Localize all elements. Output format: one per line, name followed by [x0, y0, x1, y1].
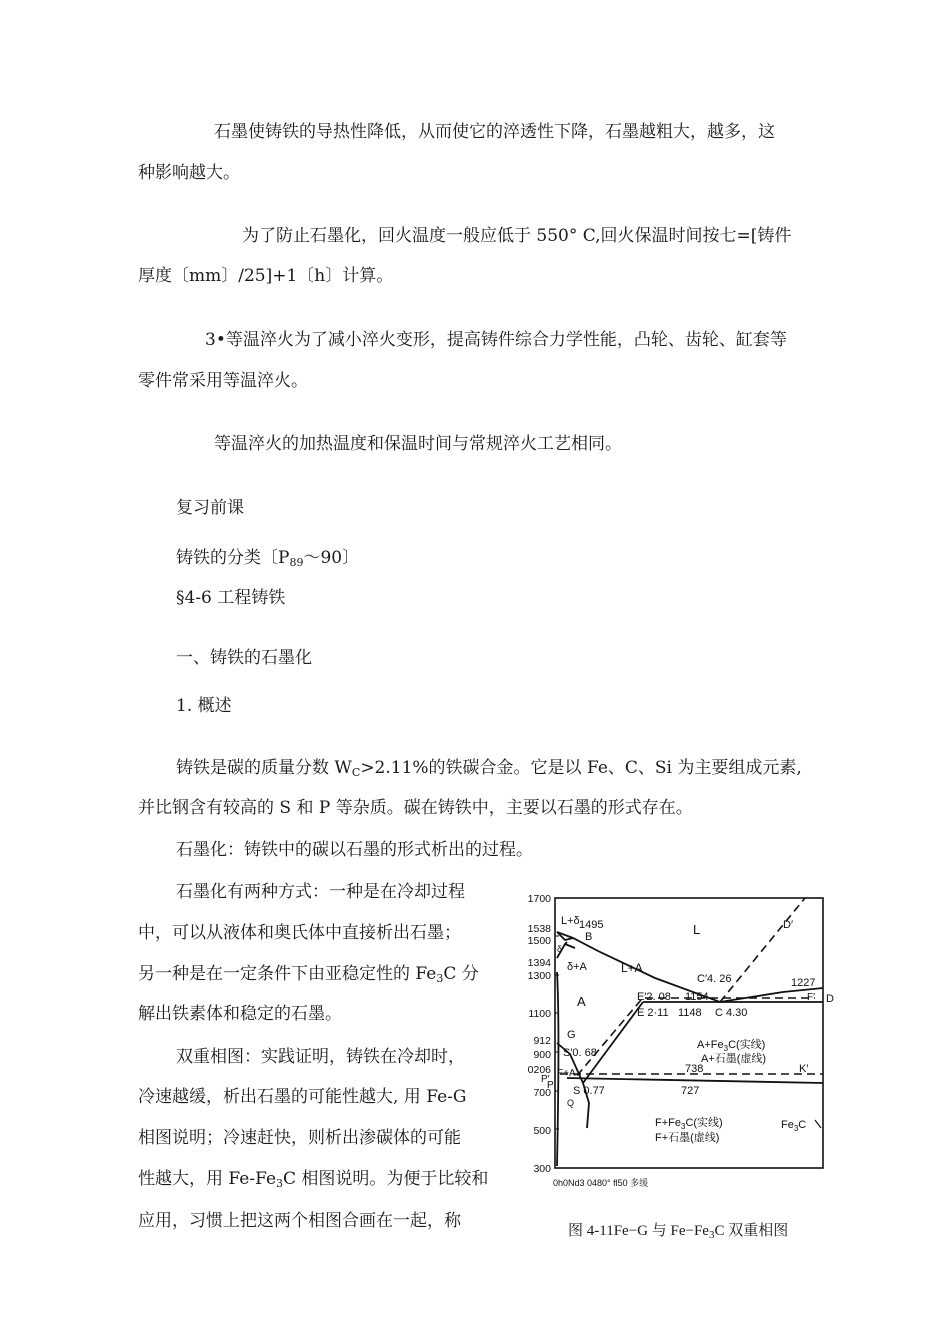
paragraph-line [176, 756, 802, 780]
fe3c-leader [815, 1120, 821, 1128]
paragraph-line [138, 1085, 466, 1109]
text: 等温淬火的加热温度和保温时间与常规淬火工艺相同。 [214, 434, 622, 454]
y-tick: 1100 [528, 1008, 551, 1020]
text: 石墨化有两种方式：一种是在冷却过程 [176, 882, 465, 902]
text: 石墨化：铸铁中的碳以石墨的形式析出的过程。 [176, 840, 533, 860]
text: 〜90〕 [303, 548, 360, 568]
label-A-graphite: A+石墨(虚线) [701, 1053, 767, 1065]
y-tick: 1538 [527, 923, 551, 935]
y-tick: 1300 [527, 970, 551, 982]
subscript: 3 [276, 1177, 284, 1190]
label-E: E 2·11 [637, 1007, 669, 1019]
text: 石墨使铸铁的导热性降低，从而使它的淬透性下降，石墨越粗大，越多，这 [214, 122, 775, 142]
text: C 双重相图 [714, 1223, 789, 1239]
subscript: 89 [289, 556, 304, 569]
label-1148: 1148 [678, 1007, 702, 1019]
text: 相图说明；冷速赶快，则析出渗碳体的可能 [138, 1128, 461, 1148]
paragraph-line [138, 264, 393, 288]
text: 图 4-11Fe−G 与 Fe−Fe [568, 1223, 709, 1239]
label-L: L [693, 922, 701, 937]
y-tick: 300 [533, 1163, 551, 1175]
text: 铸铁是碳的质量分数 W [176, 758, 352, 778]
text: 解出铁素体和稳定的石墨。 [138, 1004, 342, 1024]
y-tick: 1500 [527, 935, 551, 947]
figure-caption [568, 1220, 788, 1242]
text: 种影响越大。 [138, 163, 240, 183]
label-B: B [585, 931, 593, 943]
label-L-delta: L+δ [561, 915, 580, 927]
paragraph-line [214, 120, 775, 144]
paragraph-line [138, 796, 693, 820]
y-tick: 700 [533, 1087, 551, 1099]
text: 复习前课 [176, 498, 244, 518]
paragraph-line [138, 369, 308, 393]
text: 一、铸铁的石墨化 [176, 648, 312, 668]
y-tick: 0206 [527, 1064, 551, 1076]
paragraph-line [176, 838, 533, 862]
label-G: G [567, 1029, 576, 1041]
text: 铸铁的分类〔P [176, 548, 290, 568]
label-delta-A: δ+A [567, 961, 587, 973]
figure-scan-note: 0h0Nd3 0480° fl50 多缓 [553, 1178, 649, 1188]
label-F-graphite: F+石墨(虚线) [655, 1132, 720, 1144]
text: §4-6 工程铸铁 [176, 588, 286, 608]
text: 并比钢含有较高的 S 和 P 等杂质。碳在铸铁中，主要以石墨的形式存在。 [138, 798, 693, 818]
label-727: 727 [681, 1085, 700, 1097]
y-tick: 500 [533, 1125, 551, 1137]
text: 双重相图：实践证明，铸铁在冷却时， [176, 1047, 465, 1067]
paragraph-line [138, 921, 461, 945]
label-1154: 1154 [685, 991, 709, 1003]
label-S-prime: S′0. 68 [563, 1047, 597, 1059]
paragraph-line [138, 1209, 461, 1233]
label-A: A [577, 994, 586, 1009]
label-F-A: F+A [557, 1068, 576, 1079]
label-F-Fe3C: $F+Fe_3C$(实线) [655, 1117, 723, 1131]
paragraph-line [138, 1126, 461, 1150]
y-tick: 1394 [527, 957, 551, 969]
fe-c-dual-phase-diagram [515, 888, 840, 1193]
text: 厚度〔mm〕/25]+1〔h〕计算。 [138, 266, 394, 286]
text: 为了防止石墨化，回火温度一般应低于 550° C,回火保温时间按七=[铸件 [242, 226, 792, 246]
text: 性越大，用 Fe-Fe [138, 1169, 277, 1189]
label-delta: δ [557, 944, 563, 954]
text: 中，可以从液体和奥氏体中直接析出石墨； [138, 923, 461, 943]
label-P: P [547, 1080, 554, 1091]
label-C-prime: C′4. 26 [697, 973, 732, 985]
paragraph-line [214, 432, 622, 456]
text: 冷速越缓，析出石墨的可能性越大, 用 Fe-G [138, 1087, 467, 1107]
label-F-prime: F′ [807, 992, 815, 1003]
paragraph-line [242, 224, 791, 248]
label-L-A: L+A [621, 961, 643, 975]
label-C: C 4.30 [715, 1007, 748, 1019]
text: 应用，习惯上把这两个相图合画在一起，称 [138, 1211, 461, 1231]
review-heading [176, 496, 244, 520]
label-K-prime: K′ [799, 1063, 809, 1075]
classification-line [176, 546, 359, 570]
paragraph-line [205, 328, 787, 352]
subscript: C [351, 766, 361, 779]
label-738: 738 [685, 1063, 704, 1075]
heading-1 [176, 646, 312, 670]
label-1495: 1495 [579, 919, 604, 931]
paragraph-line [176, 880, 465, 904]
y-tick: 1700 [527, 893, 551, 905]
label-E-prime: E′2. 08 [637, 991, 671, 1003]
text: 另一种是在一定条件下由亚稳定性的 Fe [138, 964, 437, 984]
y-tick: 900 [533, 1049, 551, 1061]
text: 零件常采用等温淬火。 [138, 371, 308, 391]
label-P-prime: P′ [541, 1074, 550, 1085]
text: 1. 概述 [176, 696, 232, 716]
paragraph-line [138, 1002, 342, 1026]
text: C 相图说明。为便于比较和 [283, 1169, 489, 1189]
label-S: S 0.77 [573, 1085, 605, 1097]
paragraph-line [176, 1045, 465, 1069]
subscript: 3 [436, 972, 444, 985]
text: C 分 [443, 964, 479, 984]
y-tick: 912 [533, 1035, 551, 1047]
heading-2 [176, 694, 232, 718]
paragraph-line [138, 161, 240, 185]
label-Q: Q [567, 1098, 575, 1108]
paragraph-line [138, 962, 479, 986]
paragraph-line [138, 1167, 488, 1191]
label-D-prime: D′ [783, 919, 794, 931]
subscript: 3 [708, 1229, 715, 1241]
label-A-Fe3C: $A+Fe_3C$(实线) [697, 1039, 766, 1053]
label-Fe3C: $Fe_3C$ [781, 1119, 807, 1133]
label-D: D [826, 993, 834, 1005]
section-title [176, 586, 285, 610]
text: 3•等温淬火为了减小淬火变形，提高铸件综合力学性能，凸轮、齿轮、缸套等 [205, 330, 787, 350]
text: >2.11%的铁碳合金。它是以 Fe、C、Si 为主要组成元素, [360, 758, 802, 778]
label-1227: 1227 [791, 977, 816, 989]
